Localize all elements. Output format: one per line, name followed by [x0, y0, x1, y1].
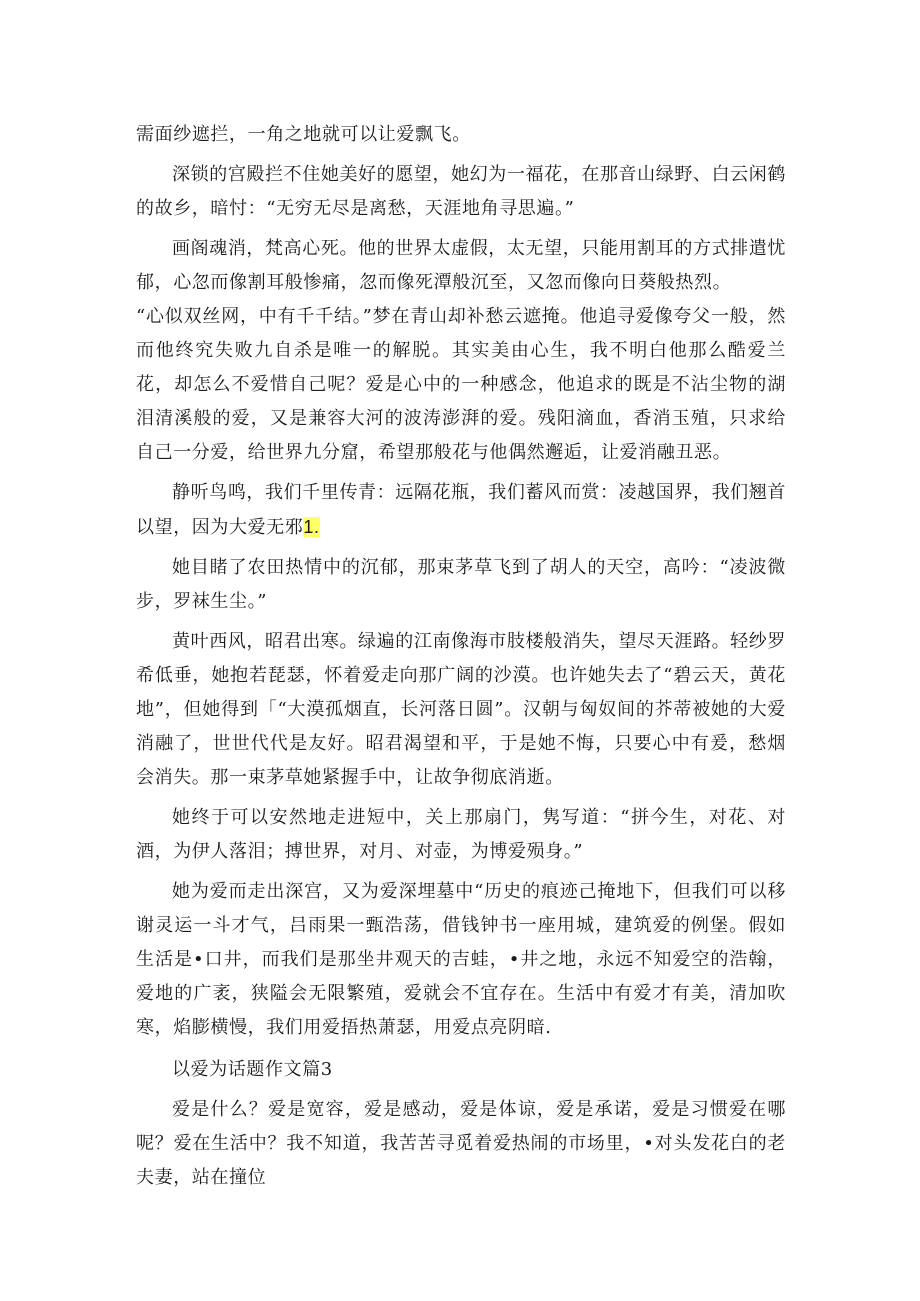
- paragraph-5: [136, 476, 786, 545]
- paragraph-5-text: 静听鸟鸣，我们千里传青：远隔花瓶，我们蓄风而赏：凌越国界，我们翘首以望，因为大爱无邪: [136, 482, 786, 538]
- paragraph-1: 需面纱遮拦，一角之地就可以让爱飘飞。: [136, 124, 471, 145]
- highlighted-marker: 1.: [303, 517, 320, 537]
- paragraph-6: 她目睹了农田热情中的沉郁，那束茅草飞到了胡人的天空，高吟：“凌波微步，罗袜生尘。”: [136, 557, 786, 612]
- paragraph-9: 她为爱而走出深宫，又为爱深埋墓中“历史的痕迹己掩地下，但我们可以移谢灵运一斗才气，吕雨果一甄浩荡，借钱钟书一座用城，建筑爱的例堡。假如生活是•口井，而我们是那坐井观天的吉蛙，•井之地，永远不知爱空的浩翰，爱地的广袤，狭隘会无限繁殖，爱就会不宜存在。生活中有爱才有美，清加吹寒，焰膨横慢，我们用爱捂热萧瑟，用爱点亮阴暗.: [136, 881, 786, 1038]
- paragraph-3: 画阁魂消，梵高心死。他的世界太虚假，太无望，只能用割耳的方式排遣忧郁，心忽而像割耳般惨痛，忽而像死潭般沉至，又忽而像向日葵般热烈。: [136, 238, 786, 293]
- section-heading: 以爱为话题作文篇3: [172, 1059, 333, 1080]
- paragraph-2: 深锁的宫殿拦不住她美好的愿望，她幻为一福花，在那音山绿野、白云闲鹤的故乡，暗忖：“无穷无尽是离愁，天涯地角寻思遍。”: [136, 164, 786, 219]
- document-body: [136, 118, 786, 1195]
- paragraph-7: 黄叶西风，昭君出寒。绿遍的江南像海市肢楼般消失，望尽天涯路。轻纱罗希低垂，她抱若琵瑟，怀着爱走向那广阔的沙漠。也许她失去了“碧云天，黄花地”，但她得到「“大漠孤烟直，长河落日圆”。汉朝与匈奴间的芥蒂被她的大爱消融了，世世代代是友好。昭君渴望和平，于是她不悔，只要心中有爰，愁烟会消失。那一束茅草她紧握手中，让故争彻底消逝。: [136, 631, 786, 788]
- paragraph-8: 她终于可以安然地走进短中，关上那扇门，隽写道：“拼今生，对花、对酒，为伊人落泪；搏世界，对月、对壶，为博爱殒身。”: [136, 807, 786, 862]
- paragraph-10: 爱是什么？爱是宽容，爱是感动，爱是体谅，爱是承诺，爱是习惯爱在哪呢？爱在生活中？我不知道，我苦苦寻觅着爱热闹的市场里，•对头发花白的老夫妻，站在撞位: [136, 1099, 786, 1188]
- paragraph-4: “心似双丝网，中有千千结。”梦在青山却补愁云遮掩。他追寻爱像夸父一般，然而他终究失败九自杀是唯一的解脱。其实美由心生，我不明白他那么酷爱兰花，却怎么不爱惜自己呢？爱是心中的一种感念，他追求的既是不沾尘物的湖泪清溪般的爱，又是兼容大河的波涛澎湃的爱。残阳滴血，香消玉殖，只求给自己一分爱，给世界九分窟，希望那般花与他偶然邂逅，让爱消融丑恶。: [136, 306, 786, 463]
